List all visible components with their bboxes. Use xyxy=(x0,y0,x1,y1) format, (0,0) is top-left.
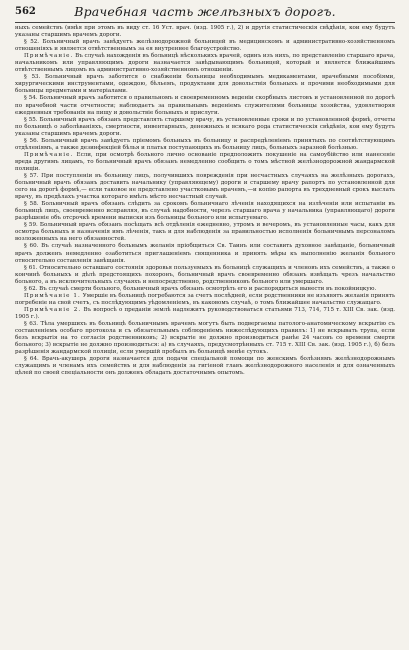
section-paragraph: § 59. Больничный врачъ обязанъ посѣщать всѣ отдѣленія ежедневно, утромъ и вечеромъ, въ установленные часы, какъ для осмотра больныхъ и назначенія имъ лѣченія, такъ и для наблюденія за правильностью исполненія больничнымъ персоналомъ возложенныхъ на него обязанностей. xyxy=(15,222,395,243)
page-header xyxy=(15,4,395,20)
note-paragraph xyxy=(15,152,395,173)
note-text: Въ вопросѣ о преданіи землѣ надлежитъ руководствоваться статьями 713, 714, 715 т. XIII Св. зак. (изд. 1905 г.). xyxy=(15,306,396,320)
section-paragraph: § 62. Въ случаѣ смерти больного, больничный врачъ обязанъ осмотрѣть его и распорядиться вынести въ покойницкую. xyxy=(24,285,377,292)
note-label: Примѣчаніе 2. xyxy=(24,306,82,313)
page-number: 562 xyxy=(15,6,36,17)
section-paragraph: § 55. Больничный врачъ обязанъ представлять старшему врачу, въ установленные сроки и по установленной формѣ, отчеты по больницѣ о заболѣваніяхъ, смертности, инвентарныхъ, денежныхъ и всякаго рода статистическія свѣдѣнія, кои ему будутъ указаны старшимъ врачемъ дороги. xyxy=(15,116,395,137)
note-text: Въ случаѣ нахожденія въ больницѣ нѣсколькихъ врачей, одинъ изъ нихъ, по представленію старшаго врача, начальникомъ или управляющимъ дороги назначается завѣдывающимъ больницей, который и является ближайшимъ отвѣтственнымъ лицомъ въ административно-хозяйственномъ отношеніи. xyxy=(15,53,395,74)
note-paragraph xyxy=(15,53,395,74)
running-title: Врачебная часть желѣзныхъ дорогъ. xyxy=(74,4,336,19)
note-text: Умершіе въ больницѣ погребаются за счетъ послѣдней, если родственники не изъявятъ желанія принять погребеніе на свой счетъ, съ послѣдующимъ уѣдомленіемъ, въ каковомъ случаѣ, о томъ ближайшее начальство служащаго. xyxy=(15,292,396,306)
section-paragraph: § 58. Больничный врачъ обязанъ слѣдить за срокомъ больничнаго лѣченія находящихся на излѣченіи или испытаніи въ больницѣ лицъ, своевременно исправляя, въ случаѣ надобности, черезъ старшаго врача у начальника (управляющаго) дороги разрѣшеніе объ отсрочкѣ времени выписки изъ больницы больного или испытуемаго. xyxy=(15,201,395,222)
section-paragraph: § 53. Больничный врачъ заботится о снабженіи больницы необходимымъ медикаментами, врачебными пособіями, хирургическими инструментами, одеждою, бѣльемъ, продуктами для довольствія больныхъ и прочими необходимыми для больницы предметами и матеріалами. xyxy=(15,74,395,95)
note-label: Примѣчаніе. xyxy=(24,53,74,60)
note-label: Примѣчаніе 1. xyxy=(24,292,81,299)
body-text xyxy=(15,25,395,377)
section-paragraph: § 64. Врачь-акушерь дороги назначается для подачи спеціальной помощи по женскимъ болѣзнямъ желѣзнодорожнымъ служащимъ и членамъ ихъ семействъ и для наблюденія за гигіеной главъ желѣзнодорожного населенія и для означенныхъ цѣлей по своей спеціальности онъ долженъ обладать достаточнымъ опытомъ. xyxy=(15,356,395,377)
note-label: Примѣчаніе. xyxy=(24,151,74,158)
section-paragraph: § 61. Относительно оставшаго состоянія здоровья пользуемыхъ въ больницѣ служащихъ и членовъ ихъ семействъ, а также о кончинѣ больныхъ и дѣлѣ предстоящихъ похоронъ, больничный врачъ своевременно обязанъ извѣщать чрезъ начальство больного, а въ исключительныхъ случаяхъ и непосредственно, родственниковъ больного или умершаго. xyxy=(15,264,395,285)
section-paragraph: § 54. Больничный врачъ заботится о правильномъ и своевременномъ веденіи скорбныхъ листовъ и установленной по дорогѣ по врачебной части отчетности; наблюдаетъ за правильнымъ веденіемъ служителями больницы хозяйства, удовлетворяя ежедневныя требованія на пищу и довольствіе больныхъ и прислуги. xyxy=(15,95,395,116)
section-paragraph: § 57. При поступленіи въ больницу лицъ, получившихъ поврежденія при несчастныхъ случаяхъ на желѣзныхъ дорогахъ, больничный врачъ обязанъ доставить начальнику (управляющему) дороги и старшему врачу рапортъ по установленной для сего на дорогѣ формѣ,— если таковое не представлено участковымъ врачемъ,—и копію рапорта въ трехдневный срокъ выслать врачу, въ предѣлахъ участка котораго имѣлъ мѣсто несчастный случай. xyxy=(15,172,395,201)
section-paragraph: § 56. Больничный врачъ завѣдуетъ пріемомъ больныхъ въ больницу и распредѣленіемъ принятыхъ по соотвѣтствующимъ отдѣленіямъ, а также дезинфекціей бѣлья и платья поступающихъ въ больницу лицъ, больныхъ заразной болѣзнью. xyxy=(15,137,395,151)
note-paragraph xyxy=(15,307,395,321)
section-paragraph: ныхъ семействъ (имѣя при этомъ въ виду ст. 16 Уст. врач. (изд. 1905 г.), 2) и другія статистическія свѣдѣнія, кои ему будутъ указаны старшимъ врачемъ дороги. xyxy=(15,25,395,39)
section-paragraph: § 60. Въ случаѣ назначенного больнымъ желанія пріобщиться Св. Таинъ или составить духовное завѣщаніе, больничный врачъ долженъ немедленно озаботиться приглашеніемъ священника и принять мѣры къ выполненію желанія больного относительно составленія завѣщанія. xyxy=(15,243,395,264)
section-paragraph: § 63. Тѣла умершихъ въ больницѣ больничнымъ врачемъ могутъ быть подвергаемы патолого-анатомическому вскрытію съ составленіемъ особаго протокола и съ обязательнымъ соблюденіемъ нижеслѣдующихъ правилъ: 1) не вскрывать трупа, если безъ вскрытія на то согласія родственниковъ; 2) вскрытіе не должно производиться ранѣе 24 часовъ со времени смерти больного; 3) вскрытіе не должно производиться: а) въ случаяхъ, предусмотрѣнныхъ ст. 715 т. XIII Св. зак. (изд. 1905 г.), б) безъ разрѣшенія жандармской полиціи, если умершій пробылъ въ больницѣ менѣе сутокъ. xyxy=(15,320,395,356)
note-paragraph xyxy=(15,293,395,307)
section-paragraph: § 52. Больничный врачъ завѣдуетъ желѣзнодорожной больницей въ медицинскомъ и административно-хозяйственномъ отношеніяхъ и является отвѣтственнымъ за ея внутреннее благоустройство. xyxy=(15,39,395,53)
note-text: Если, при осмотрѣ больного лично основаніе предположить покушеніе на самоубійство или нанесеніе вреда другимъ лицамъ, то больничный врачъ обязанъ немедленно сообщить о томъ мѣстной желѣзнодорожной жандармской полиціи. xyxy=(15,151,396,172)
header-rule xyxy=(15,22,395,23)
